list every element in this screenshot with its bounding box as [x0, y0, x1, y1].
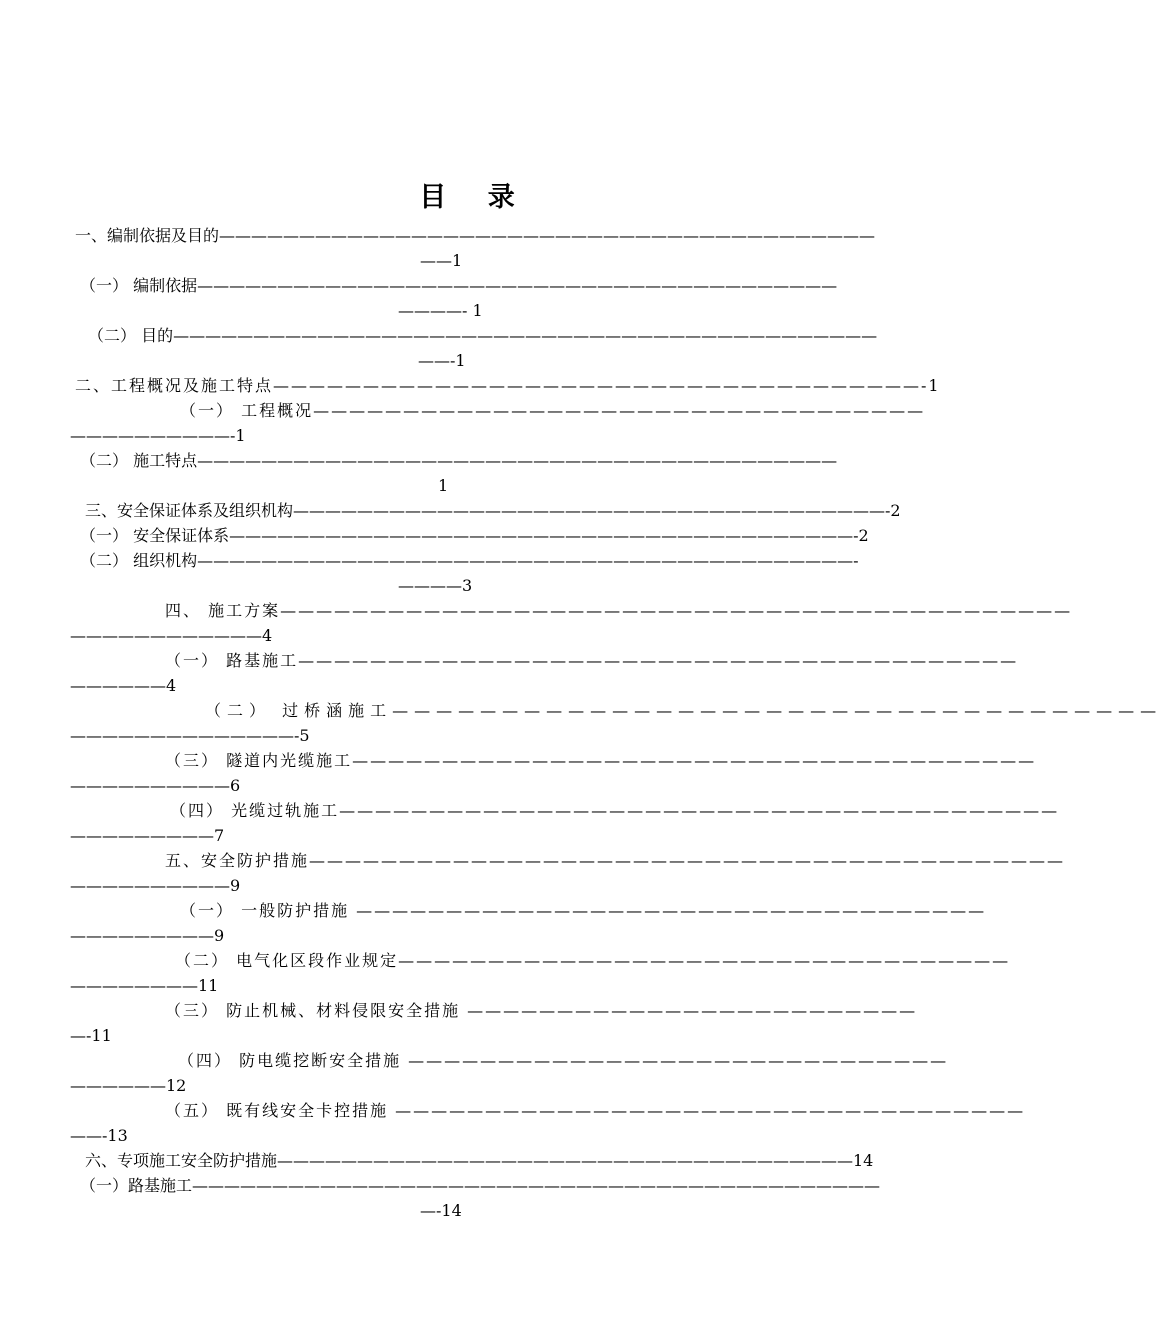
toc-entry-3-1: （一） 安全保证体系———————————————————————————————————————-2 — [80, 526, 869, 545]
toc-entry-5-2: （二） 电气化区段作业规定—————————————————————————————————— — [175, 951, 1011, 970]
toc-entry-3-2-page: ————3 — [398, 576, 473, 595]
toc-entry-4-3: （三） 隧道内光缆施工—————————————————————————————————————— — [165, 751, 1037, 770]
toc-entry-6-1-page: —-14 — [420, 1201, 462, 1220]
toc-entry-4-4: （四） 光缆过轨施工———————————————————————————————————————— — [170, 801, 1060, 820]
toc-entry-5-5: （五） 既有线安全卡控措施 ——————————————————————————————————— — [165, 1101, 1026, 1120]
toc-entry-5-page: ——————————9 — [70, 876, 241, 895]
toc-entry-5-2-page: ————————11 — [70, 976, 219, 995]
toc-entry-5: 五、安全防护措施—————————————————————————————————————————— — [165, 851, 1066, 870]
toc-entry-1: 一、编制依据及目的————————————————————————————————————————— — [75, 226, 876, 245]
toc-entry-1-2-page: ——-1 — [418, 351, 466, 370]
toc-entry-5-5-page: ——-13 — [70, 1126, 128, 1145]
toc-entry-4-3-page: ——————————6 — [70, 776, 241, 795]
toc-entry-5-4-page: ——————12 — [70, 1076, 187, 1095]
toc-entry-1-2: （二） 目的———————————————————————————————————————————— — [88, 326, 878, 345]
toc-entry-3: 三、安全保证体系及组织机构—————————————————————————————————————-2 — [85, 501, 901, 520]
toc-entry-4-1-page: ——————4 — [70, 676, 177, 695]
toc-entry-6: 六、专项施工安全防护措施————————————————————————————————————14 — [85, 1151, 874, 1170]
toc-entry-4-page: ————————————4 — [70, 626, 273, 645]
toc-entry-2-2-page: 1 — [438, 476, 449, 495]
toc-entry-4-2-page: ——————————————-5 — [70, 726, 310, 745]
toc-entry-4-4-page: —————————7 — [70, 826, 225, 845]
toc-entry-3-2: （二） 组织机构—————————————————————————————————————————- — [80, 551, 859, 570]
toc-title: 目 录 — [419, 182, 531, 213]
toc-entry-4: 四、 施工方案———————————————————————————————————————————— — [165, 601, 1073, 620]
toc-entry-1-1-page: ————- 1 — [398, 301, 483, 320]
toc-entry-1-page: ——1 — [420, 251, 463, 270]
toc-entry-2-2: （二） 施工特点———————————————————————————————————————— — [80, 451, 838, 470]
toc-entry-2-1: （一） 工程概况—————————————————————————————————— — [180, 401, 926, 420]
toc-entry-2: 二、工程概况及施工特点————————————————————————————————————-1 — [75, 376, 941, 395]
toc-entry-6-1: （一）路基施工——————————————————————————————————————————— — [80, 1176, 881, 1195]
toc-entry-5-3: （三） 防止机械、材料侵限安全措施 ————————————————————————— — [165, 1001, 918, 1020]
toc-entry-1-1: （一） 编制依据———————————————————————————————————————— — [80, 276, 838, 295]
toc-entry-4-1: （一） 路基施工———————————————————————————————————————— — [165, 651, 1019, 670]
toc-entry-5-1-page: —————————9 — [70, 926, 225, 945]
toc-entry-5-3-page: —-11 — [70, 1026, 112, 1045]
toc-entry-4-2: （二） 过桥涵施工——————————————————————————————————— — [205, 701, 1162, 720]
toc-entry-2-1-page: ——————————-1 — [70, 426, 246, 445]
toc-entry-5-1: （一） 一般防护措施 ——————————————————————————————————— — [180, 901, 987, 920]
toc-entry-5-4: （四） 防电缆挖断安全措施 —————————————————————————————— — [178, 1051, 949, 1070]
